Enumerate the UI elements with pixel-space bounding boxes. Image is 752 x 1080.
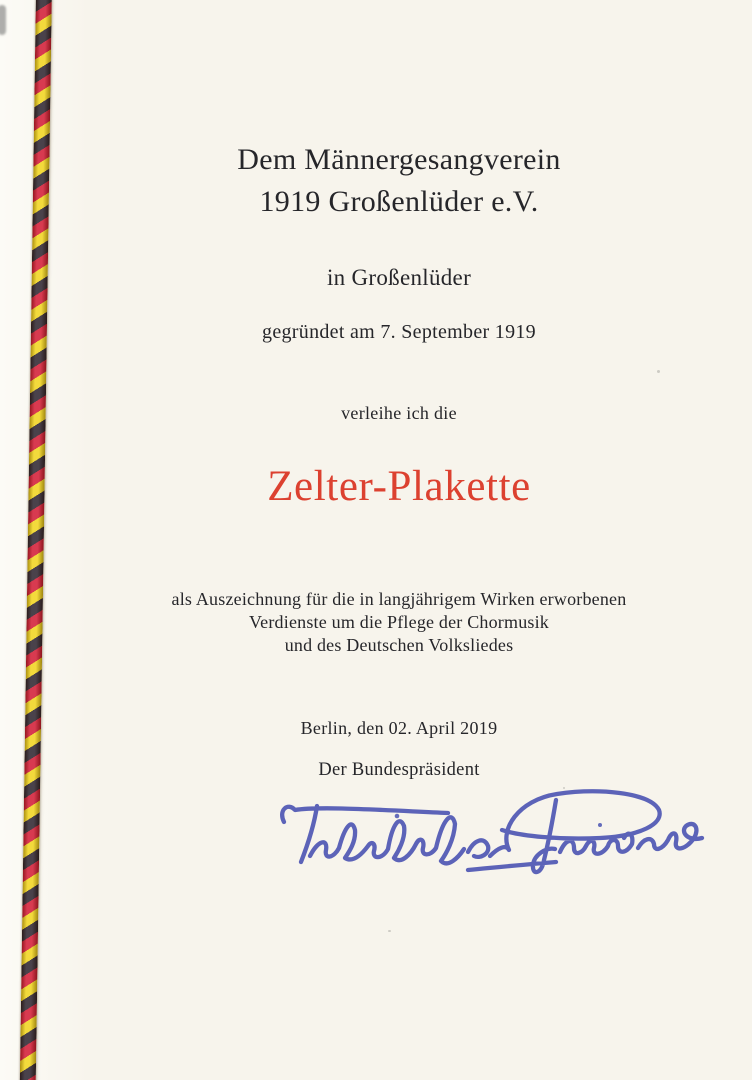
- recipient-line2: 1919 Großenlüder e.V.: [259, 185, 539, 218]
- presidential-signature: [260, 782, 720, 892]
- citation-line2: Verdienste um die Pflege der Chormusik: [248, 612, 550, 632]
- citation-paragraph: [47, 588, 751, 657]
- founding-date-line: gegründet am 7. September 1919: [262, 321, 536, 343]
- citation-line1: als Auszeichnung für die in langjährigem Wirken erworbenen: [171, 589, 627, 609]
- recipient-location: in Großenlüder: [326, 265, 472, 290]
- award-name: Zelter-Plakette: [267, 463, 531, 510]
- recipient-line1: Dem Männergesangverein: [237, 143, 561, 176]
- certificate-text-column: [47, 0, 751, 1080]
- award-intro-line: verleihe ich die: [341, 403, 457, 423]
- signer-title: Der Bundespräsident: [318, 760, 480, 780]
- place-and-date: Berlin, den 02. April 2019: [300, 718, 498, 738]
- recipient-name: [47, 139, 751, 223]
- citation-line3: und des Deutschen Volksliedes: [284, 635, 514, 655]
- scan-smudge: [0, 5, 6, 35]
